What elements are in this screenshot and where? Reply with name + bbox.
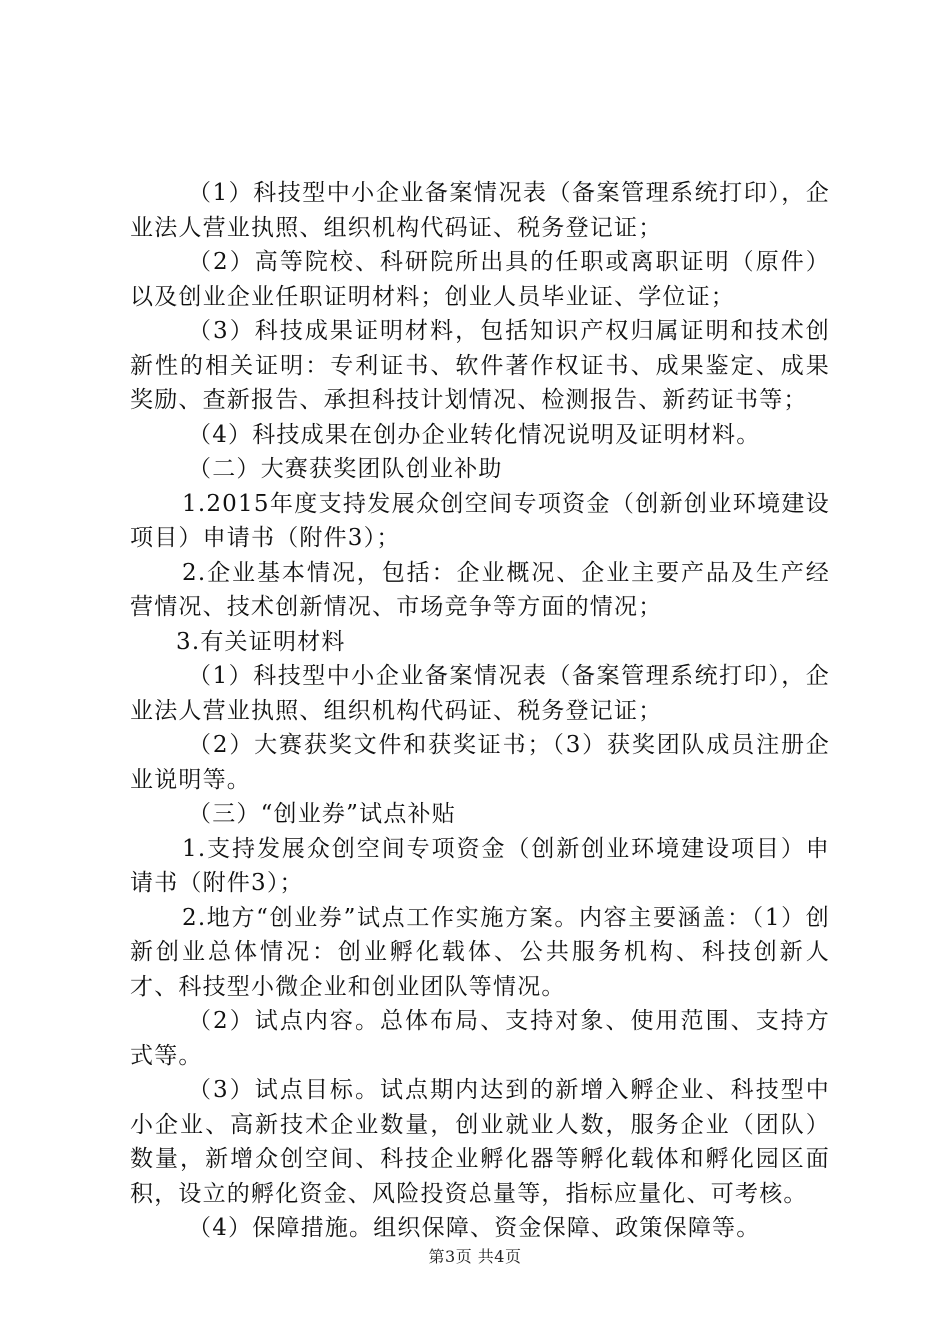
paragraph-13: 2.地方“创业券”试点工作实施方案。内容主要涵盖：（1）创新创业总体情况：创业孵化载体、公共服务机构、科技创新人才、科技型小微企业和创业团队等情况。 — [130, 904, 830, 1000]
section-heading-2: （二）大赛获奖团队创业补助 — [188, 456, 503, 482]
page-footer: 第3页 共4页 — [428, 1247, 522, 1266]
paragraph-2: （2）高等院校、科研院所出具的任职或离职证明（原件）以及创业企业任职证明材料；创业人员毕业证、学位证； — [130, 249, 830, 310]
paragraph-4: （4）科技成果在创办企业转化情况说明及证明材料。 — [188, 421, 761, 448]
paragraph-1: （1）科技型中小企业备案情况表（备案管理系统打印），企业法人营业执照、组织机构代码证、税务登记证； — [130, 180, 830, 241]
section-heading-3: （三）“创业券”试点补贴 — [188, 801, 456, 827]
paragraph-3: （3）科技成果证明材料，包括知识产权归属证明和技术创新性的相关证明：专利证书、软件著作权证书、成果鉴定、成果奖励、查新报告、承担科技计划情况、检测报告、新药证书等； — [130, 318, 830, 413]
paragraph-10: （2）大赛获奖文件和获奖证书；（3）获奖团队成员注册企业说明等。 — [130, 732, 830, 793]
document-body — [130, 176, 830, 1246]
paragraph-15: （3）试点目标。试点期内达到的新增入孵企业、科技型中小企业、高新技术企业数量，创业就业人数，服务企业（团队）数量，新增众创空间、科技企业孵化器等孵化载体和孵化园区面积，设立的孵化资金、风险投资总量等，指标应量化、可考核。 — [130, 1077, 830, 1207]
paragraph-9: （1）科技型中小企业备案情况表（备案管理系统打印），企业法人营业执照、组织机构代码证、税务登记证； — [130, 663, 830, 724]
paragraph-14: （2）试点内容。总体布局、支持对象、使用范围、支持方式等。 — [130, 1008, 830, 1069]
paragraph-8: 3.有关证明材料 — [176, 628, 346, 655]
paragraph-7: 2.企业基本情况，包括：企业概况、企业主要产品及生产经营情况、技术创新情况、市场竞争等方面的情况； — [130, 559, 830, 620]
paragraph-12: 1.支持发展众创空间专项资金（创新创业环境建设项目）申请书（附件3）； — [130, 835, 830, 896]
paragraph-6: 1.2015年度支持发展众创空间专项资金（创新创业环境建设项目）申请书（附件3）； — [130, 490, 830, 551]
paragraph-16: （4）保障措施。组织保障、资金保障、政策保障等。 — [188, 1215, 761, 1241]
